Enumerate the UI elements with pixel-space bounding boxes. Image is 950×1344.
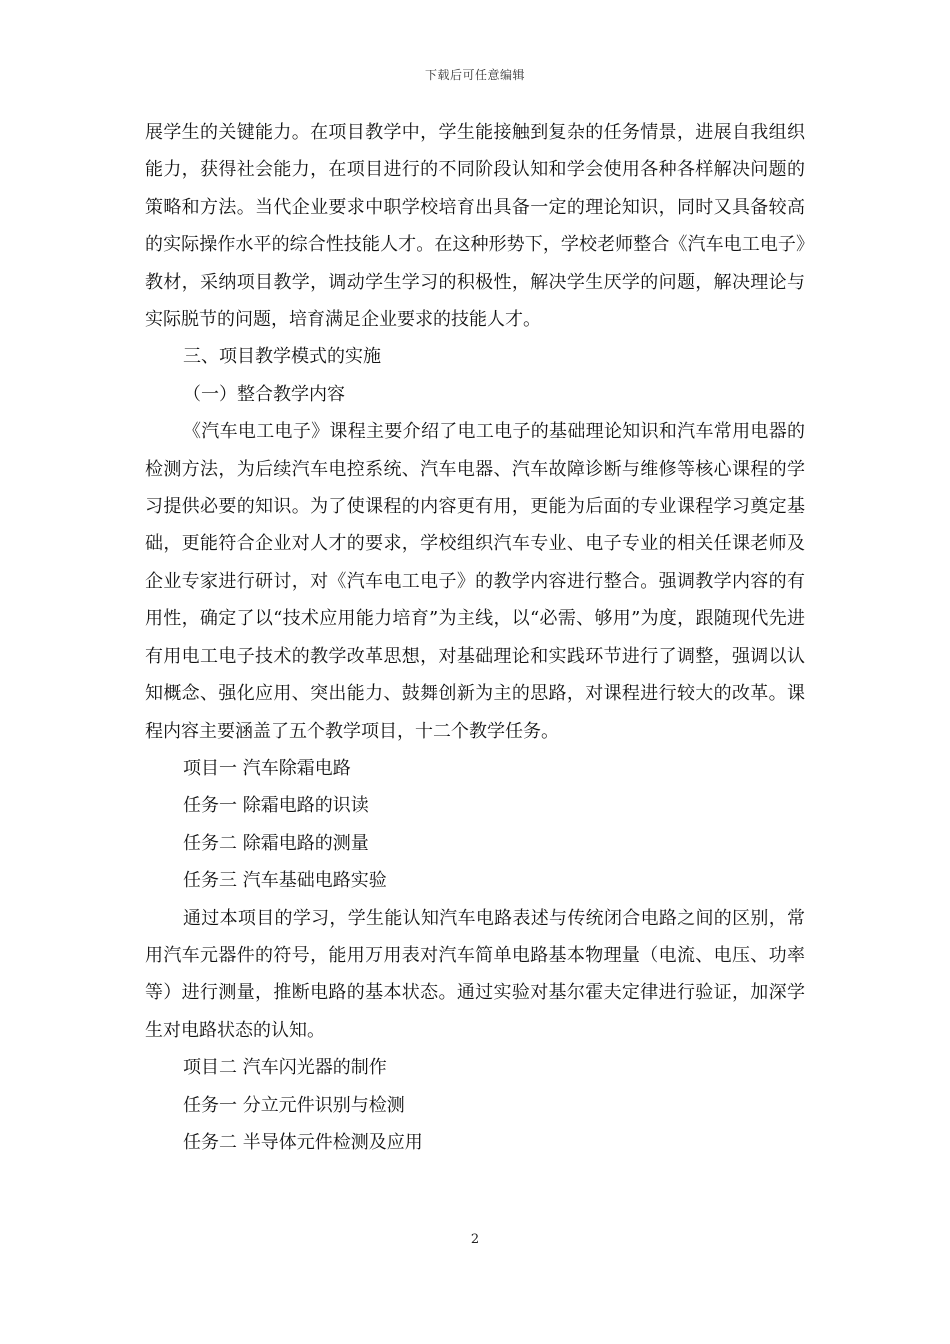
body-paragraph: 《汽车电工电子》课程主要介绍了电工电子的基础理论知识和汽车常用电器的检测方法，为后续汽车电控系统、汽车电器、汽车故障诊断与维修等核心课程的学习提供必要的知识。为了使课程的内容更有用，更能为后面的专业课程学习奠定基础，更能符合企业对人才的要求，学校组织汽车专业、电子专业的相关任课老师及企业专家进行研讨，对《汽车电工电子》的教学内容进行整合。强调教学内容的有用性，确定了以“技术应用能力培育”为主线，以“必需、够用”为度，跟随现代先进有用电工电子技术的教学改革思想，对基础理论和实践环节进行了调整，强调以认知概念、强化应用、突出能力、鼓舞创新为主的思路，对课程进行较大的改革。课程内容主要涵盖了五个教学项目，十二个教学任务。: [145, 421, 805, 742]
task-item: 任务一 分立元件识别与检测: [183, 1094, 405, 1116]
body-paragraph: 通过本项目的学习，学生能认知汽车电路表述与传统闭合电路之间的区别，常用汽车元器件的符号，能用万用表对汽车简单电路基本物理量（电流、电压、功率等）进行测量，推断电路的基本状态。通过实验对基尔霍夫定律进行验证，加深学生对电路状态的认知。: [145, 907, 805, 1041]
page-number: 2: [470, 1232, 480, 1247]
body-paragraph: 展学生的关键能力。在项目教学中，学生能接触到复杂的任务情景，进展自我组织能力，获得社会能力，在项目进行的不同阶段认知和学会使用各种各样解决问题的策略和方法。当代企业要求中职学校培育出具备一定的理论知识，同时又具备较高的实际操作水平的综合性技能人才。在这种形势下，学校老师整合《汽车电工电子》教材，采纳项目教学，调动学生学习的积极性，解决学生厌学的问题，解决理论与实际脱节的问题，培育满足企业要求的技能人才。: [145, 122, 805, 331]
task-item: 任务二 除霜电路的测量: [183, 832, 369, 854]
subsection-heading: （一）整合教学内容: [183, 383, 345, 405]
project-title: 项目一 汽车除霜电路: [183, 757, 351, 779]
task-item: 任务一 除霜电路的识读: [183, 795, 369, 817]
document-body: [145, 114, 805, 1161]
task-item: 任务二 半导体元件检测及应用: [183, 1131, 423, 1153]
task-item: 任务三 汽车基础电路实验: [183, 870, 387, 892]
page-header: 下载后可任意编辑: [424, 68, 525, 82]
project-title: 项目二 汽车闪光器的制作: [183, 1057, 387, 1079]
section-heading: 三、项目教学模式的实施: [183, 346, 381, 368]
